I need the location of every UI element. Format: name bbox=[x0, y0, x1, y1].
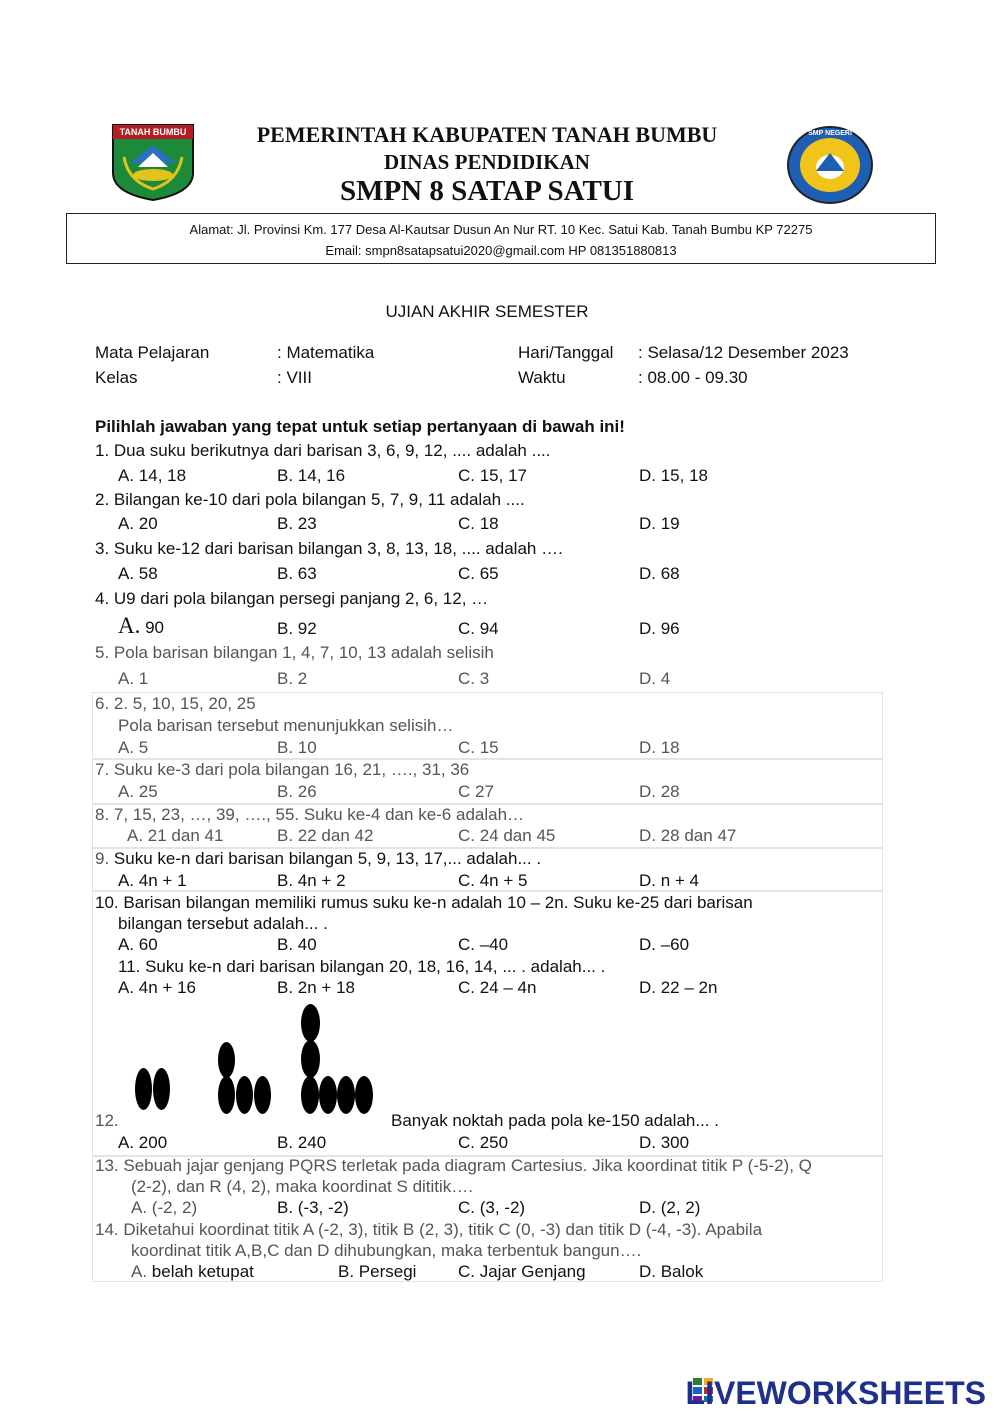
q9-option-a[interactable]: A. 4n + 1 bbox=[118, 871, 187, 890]
q11-option-b[interactable]: B. 2n + 18 bbox=[277, 978, 355, 997]
pattern-2-dot bbox=[218, 1076, 235, 1114]
instruction: Pilihlah jawaban yang tepat untuk setiap pertanyaan di bawah ini! bbox=[95, 417, 625, 436]
question-9 bbox=[95, 849, 541, 869]
q12-option-b[interactable]: B. 240 bbox=[277, 1133, 327, 1152]
question-5: 5. Pola barisan bilangan 1, 4, 7, 10, 13 adalah selisih bbox=[95, 643, 494, 662]
date-label: Hari/Tanggal bbox=[518, 343, 614, 362]
q10-option-d[interactable]: D. –60 bbox=[639, 935, 690, 954]
q5-option-b[interactable]: B. 2 bbox=[277, 669, 308, 688]
government-title: PEMERINTAH KABUPATEN TANAH BUMBU bbox=[256, 122, 718, 147]
question-7: 7. Suku ke-3 dari pola bilangan 16, 21, …., 31, 36 bbox=[95, 760, 470, 779]
question-11: 11. Suku ke-n dari barisan bilangan 20, 18, 16, 14, ... . adalah... . bbox=[118, 957, 606, 976]
q8-option-c[interactable]: C. 24 dan 45 bbox=[458, 826, 556, 845]
q1-option-d[interactable]: D. 15, 18 bbox=[639, 466, 708, 485]
pattern-2-dot bbox=[218, 1042, 235, 1078]
question-12: Banyak noktah pada pola ke-150 adalah... . bbox=[391, 1111, 719, 1130]
question-6-line2: Pola barisan tersebut menunjukkan selisih… bbox=[118, 716, 454, 735]
q6-option-a[interactable]: A. 5 bbox=[118, 738, 149, 757]
question-8: 8. 7, 15, 23, …, 39, …., 55. Suku ke-4 dan ke-6 adalah… bbox=[95, 805, 525, 824]
question-13: 13. Sebuah jajar genjang PQRS terletak pada diagram Cartesius. Jika koordinat titik P (-5-2), Q bbox=[95, 1156, 812, 1175]
department-title: DINAS PENDIDIKAN bbox=[384, 150, 590, 174]
liveworksheets-brand[interactable]: LIVEWORKSHEETS bbox=[685, 1375, 986, 1411]
q3-option-a[interactable]: A. 58 bbox=[118, 564, 158, 583]
q8-option-a[interactable]: A. 21 dan 41 bbox=[127, 826, 224, 845]
pattern-3-dot bbox=[319, 1076, 337, 1114]
school-address: Alamat: Jl. Provinsi Km. 177 Desa Al-Kautsar Dusun An Nur RT. 10 Kec. Satui Kab. Tanah Bumbu KP 72275 bbox=[189, 222, 813, 237]
pattern-3-dot bbox=[301, 1076, 319, 1114]
q2-option-b[interactable]: B. 23 bbox=[277, 514, 317, 533]
q4-option-a-text: 90 bbox=[140, 618, 165, 637]
question-2: 2. Bilangan ke-10 dari pola bilangan 5, 7, 9, 11 adalah .... bbox=[95, 490, 525, 509]
q9-option-c[interactable]: C. 4n + 5 bbox=[458, 871, 528, 890]
q2-option-a[interactable]: A. 20 bbox=[118, 514, 158, 533]
q14-option-a[interactable] bbox=[131, 1262, 254, 1282]
q13-option-a[interactable]: A. (-2, 2) bbox=[131, 1198, 198, 1217]
exam-title: UJIAN AKHIR SEMESTER bbox=[385, 302, 589, 321]
q1-option-a[interactable]: A. 14, 18 bbox=[118, 466, 187, 485]
question-1: 1. Dua suku berikutnya dari barisan 3, 6, 9, 12, .... adalah .... bbox=[95, 441, 551, 460]
pattern-3-dot bbox=[301, 1004, 320, 1042]
subject-label: Mata Pelajaran bbox=[95, 343, 210, 362]
q11-option-c[interactable]: C. 24 – 4n bbox=[458, 978, 537, 997]
q1-option-b[interactable]: B. 14, 16 bbox=[277, 466, 346, 485]
question-12-number: 12. bbox=[95, 1111, 119, 1130]
q6-option-c[interactable]: C. 15 bbox=[458, 738, 499, 757]
question-9-number: 9. bbox=[95, 849, 110, 868]
q9-option-d[interactable]: D. n + 4 bbox=[639, 871, 700, 890]
class-label: Kelas bbox=[95, 368, 138, 387]
q4-option-a[interactable] bbox=[118, 613, 165, 638]
pattern-2-dot bbox=[236, 1076, 253, 1114]
q5-option-a[interactable]: A. 1 bbox=[118, 669, 149, 688]
left-logo-label: TANAH BUMBU bbox=[119, 127, 187, 137]
q12-option-a[interactable]: A. 200 bbox=[118, 1133, 168, 1152]
q5-option-d[interactable]: D. 4 bbox=[639, 669, 671, 688]
pattern-3-dot bbox=[355, 1076, 373, 1114]
q13-option-d[interactable]: D. (2, 2) bbox=[639, 1198, 701, 1217]
school-contact: Email: smpn8satapsatui2020@gmail.com HP 081351880813 bbox=[325, 243, 677, 258]
q14-option-a-text: belah ketupat bbox=[147, 1262, 254, 1281]
q11-option-a[interactable]: A. 4n + 16 bbox=[118, 978, 196, 997]
question-4: 4. U9 dari pola bilangan persegi panjang 2, 6, 12, … bbox=[95, 589, 489, 608]
q11-option-d[interactable]: D. 22 – 2n bbox=[639, 978, 718, 997]
pattern-1-dot bbox=[135, 1068, 152, 1110]
pattern-2-dot bbox=[254, 1076, 271, 1114]
question-10: 10. Barisan bilangan memiliki rumus suku ke-n adalah 10 – 2n. Suku ke-25 dari barisan bbox=[95, 893, 753, 912]
question-3: 3. Suku ke-12 dari barisan bilangan 3, 8, 13, 18, .... adalah …. bbox=[95, 539, 563, 558]
q12-option-d[interactable]: D. 300 bbox=[639, 1133, 690, 1152]
q3-option-c[interactable]: C. 65 bbox=[458, 564, 499, 583]
question-10-line2: bilangan tersebut adalah... . bbox=[118, 914, 328, 933]
q6-option-b[interactable]: B. 10 bbox=[277, 738, 317, 757]
q8-option-d[interactable]: D. 28 dan 47 bbox=[639, 826, 737, 845]
right-logo-label: SMP NEGERI bbox=[808, 130, 852, 137]
q10-option-a[interactable]: A. 60 bbox=[118, 935, 158, 954]
q2-option-c[interactable]: C. 18 bbox=[458, 514, 499, 533]
q9-option-b[interactable]: B. 4n + 2 bbox=[277, 871, 346, 890]
question-13-line2: (2-2), dan R (4, 2), maka koordinat S dititik…. bbox=[131, 1177, 474, 1196]
pattern-3-dot bbox=[337, 1076, 355, 1114]
q7-option-a[interactable]: A. 25 bbox=[118, 782, 158, 801]
class-value: : VIII bbox=[277, 368, 312, 387]
q3-option-d[interactable]: D. 68 bbox=[639, 564, 680, 583]
q4-option-d[interactable]: D. 96 bbox=[639, 619, 680, 638]
q4-option-c[interactable]: C. 94 bbox=[458, 619, 499, 638]
q7-option-b[interactable]: B. 26 bbox=[277, 782, 317, 801]
pattern-3-dot bbox=[301, 1040, 320, 1078]
q10-option-c[interactable]: C. –40 bbox=[458, 935, 509, 954]
q10-option-b[interactable]: B. 40 bbox=[277, 935, 317, 954]
question-9-text: Suku ke-n dari barisan bilangan 5, 9, 13, 17,... adalah... . bbox=[109, 849, 542, 868]
date-value: : Selasa/12 Desember 2023 bbox=[638, 343, 849, 362]
q3-option-b[interactable]: B. 63 bbox=[277, 564, 317, 583]
q12-option-c[interactable]: C. 250 bbox=[458, 1133, 509, 1152]
q7-option-d[interactable]: D. 28 bbox=[639, 782, 680, 801]
pattern-1-dot bbox=[153, 1068, 170, 1110]
time-label: Waktu bbox=[518, 368, 566, 387]
q1-option-c[interactable]: C. 15, 17 bbox=[458, 466, 527, 485]
q14-option-d[interactable]: D. Balok bbox=[639, 1262, 704, 1281]
q14-option-b[interactable]: B. Persegi bbox=[338, 1262, 417, 1281]
subject-value: : Matematika bbox=[277, 343, 375, 362]
q6-option-d[interactable]: D. 18 bbox=[639, 738, 680, 757]
q5-option-c[interactable]: C. 3 bbox=[458, 669, 490, 688]
q2-option-d[interactable]: D. 19 bbox=[639, 514, 680, 533]
q14-option-a-letter: A. bbox=[131, 1262, 148, 1281]
q14-option-c[interactable]: C. Jajar Genjang bbox=[458, 1262, 586, 1281]
q13-option-b[interactable]: B. (-3, -2) bbox=[277, 1198, 349, 1217]
question-6: 6. 2. 5, 10, 15, 20, 25 bbox=[95, 694, 256, 713]
question-14-line2: koordinat titik A,B,C dan D dihubungkan, maka terbentuk bangun…. bbox=[131, 1241, 642, 1260]
question-14: 14. Diketahui koordinat titik A (-2, 3), titik B (2, 3), titik C (0, -3) dan titik D (-4, -3). Apabila bbox=[95, 1220, 763, 1239]
q7-option-c[interactable]: C 27 bbox=[458, 782, 494, 801]
q4-option-a-letter: A. bbox=[118, 613, 141, 638]
time-value: : 08.00 - 09.30 bbox=[638, 368, 748, 387]
school-name: SMPN 8 SATAP SATUI bbox=[339, 175, 635, 207]
q4-option-b[interactable]: B. 92 bbox=[277, 619, 317, 638]
q8-option-b[interactable]: B. 22 dan 42 bbox=[277, 826, 374, 845]
q13-option-c[interactable]: C. (3, -2) bbox=[458, 1198, 526, 1217]
